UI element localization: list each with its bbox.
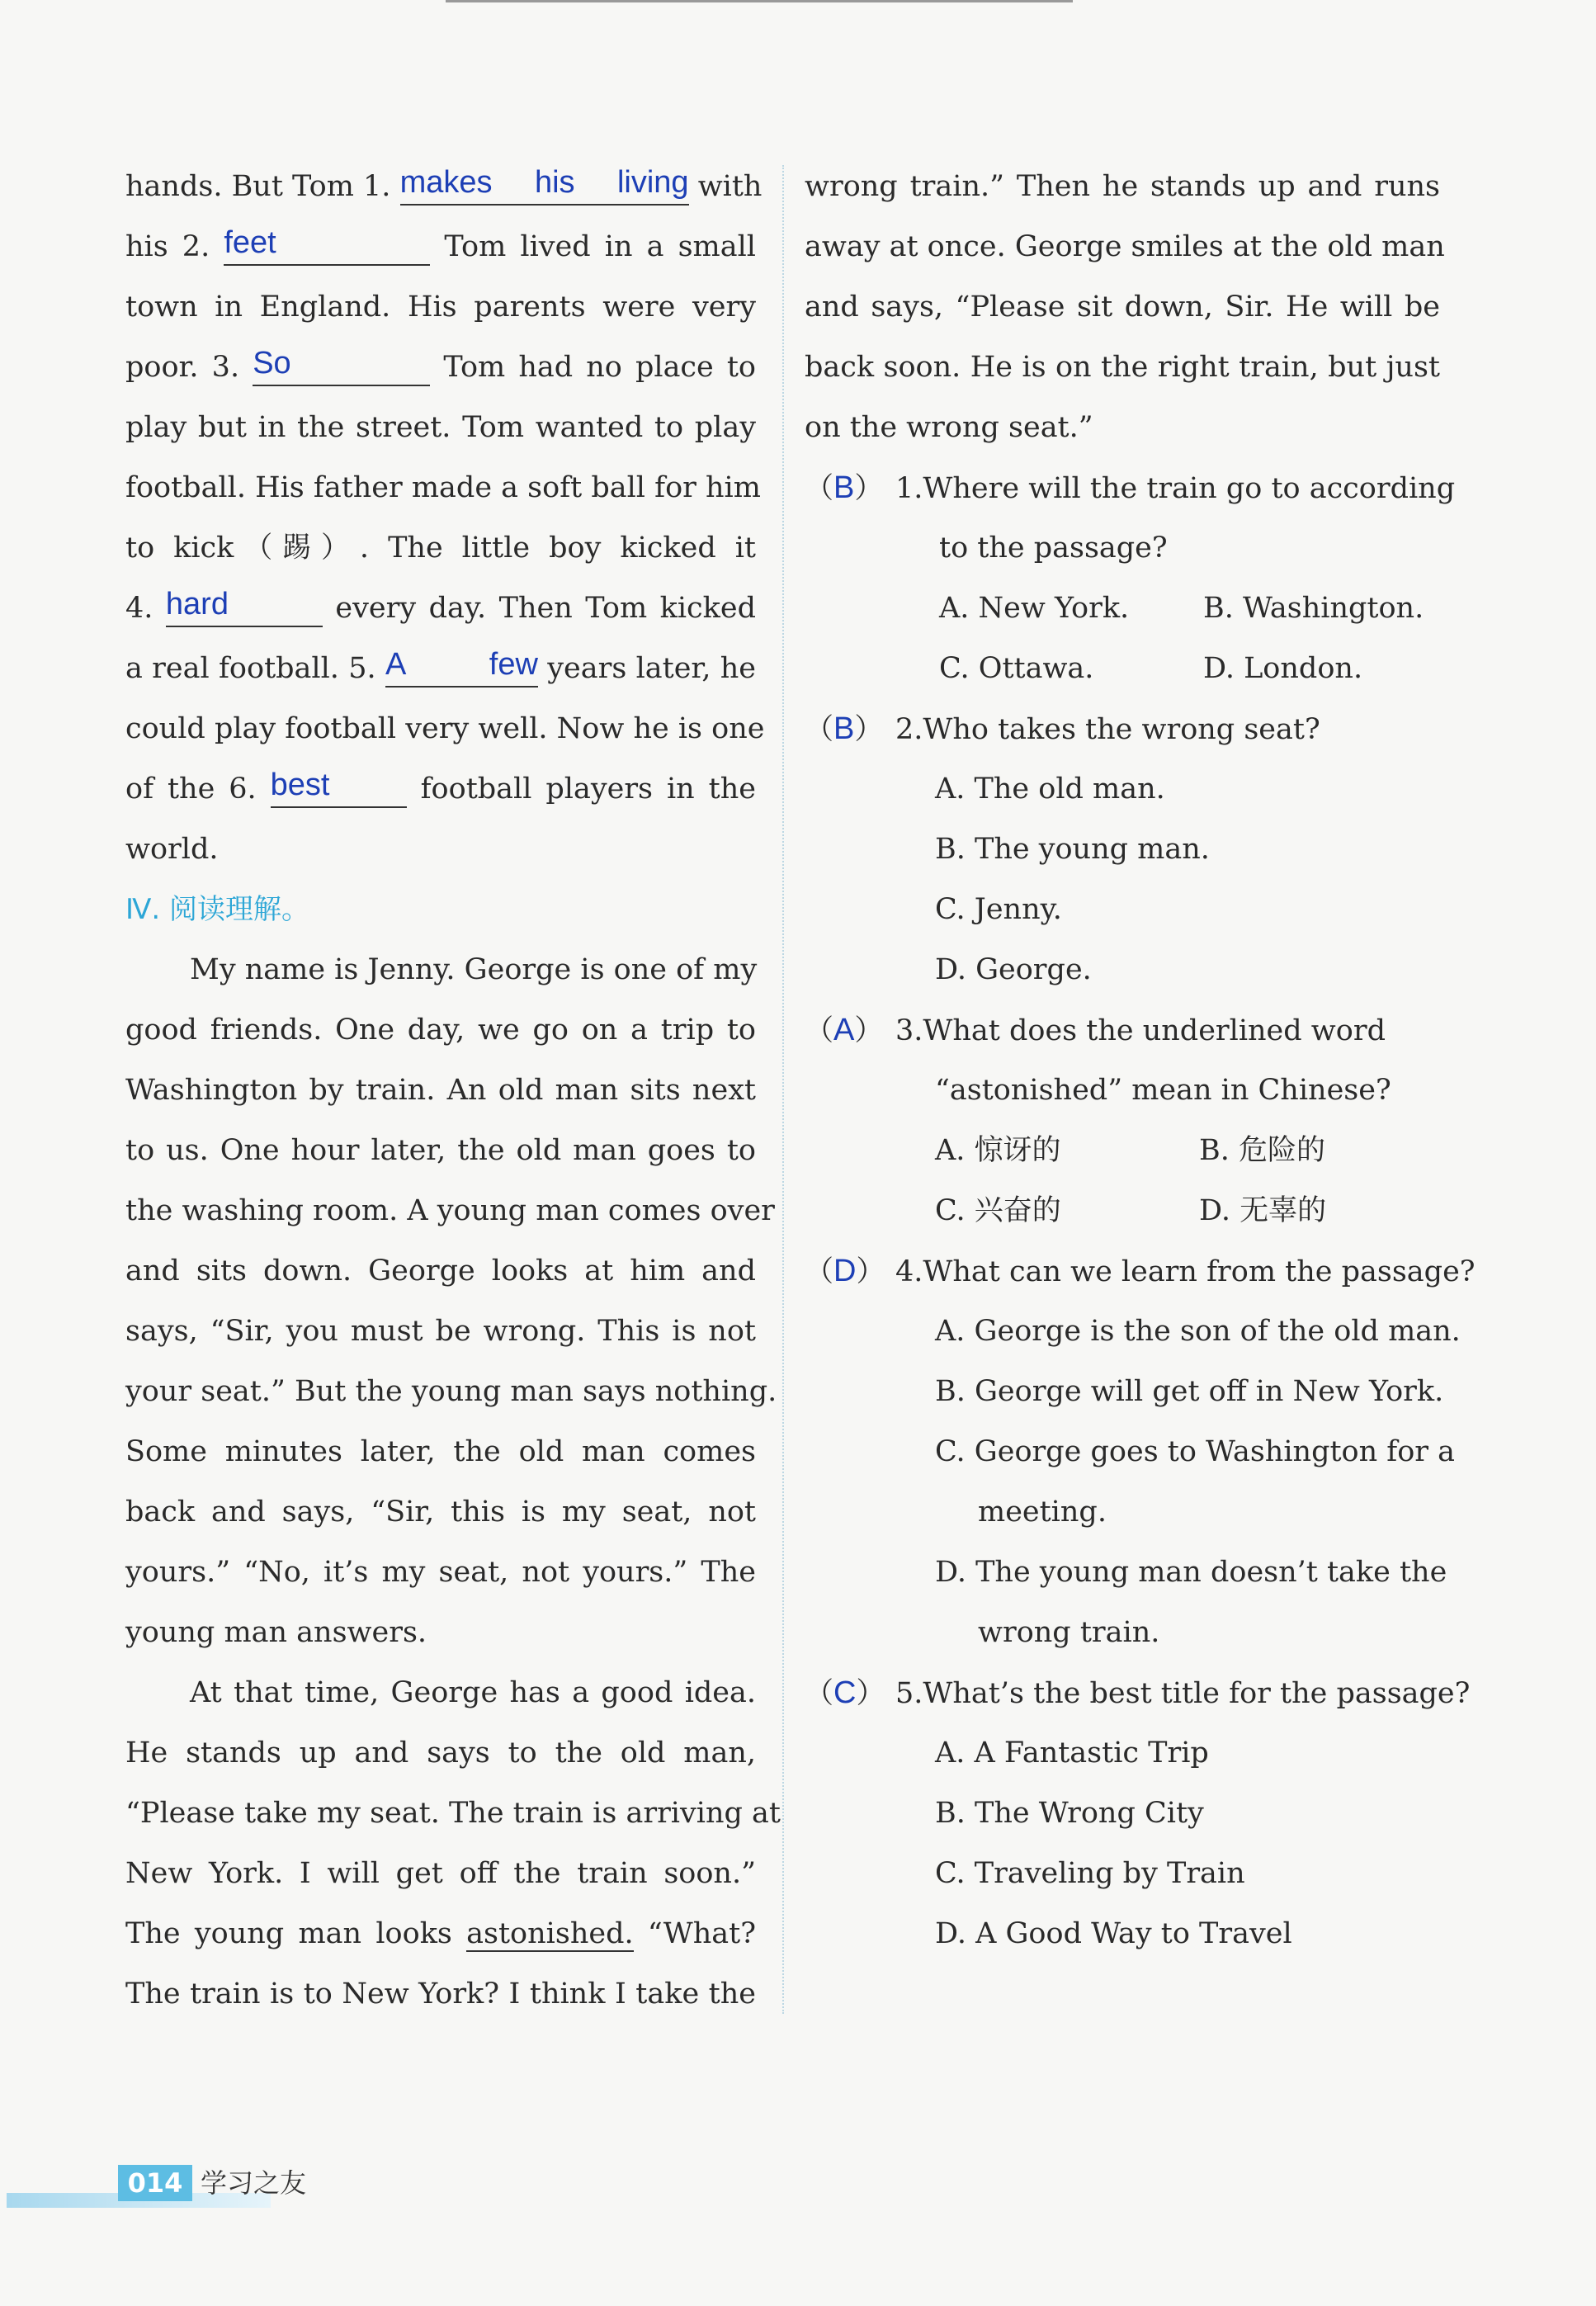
option-c[interactable]: C. 兴奋的 <box>935 1194 1061 1227</box>
question-2: （B） 2.Who takes the wrong seat? <box>805 699 1440 759</box>
left-column <box>125 157 781 2025</box>
option-d[interactable]: D. The young man doesn’t take the <box>935 1556 1447 1589</box>
option-b[interactable]: B. 危险的 <box>1199 1134 1325 1167</box>
passage-line: Some minutes later, the old man comes <box>125 1435 756 1468</box>
cloze-line-9: a real football. 5. A few years later, he <box>125 639 756 699</box>
cloze-line-1: hands. But Tom 1. makes his living with <box>125 157 756 217</box>
option-b[interactable]: B. George will get off in New York. <box>935 1375 1444 1408</box>
option-c[interactable]: C. Jenny. <box>935 893 1062 926</box>
passage-line: The train is to New York? I think I take the <box>125 1978 756 2011</box>
passage-line: young man answers. <box>125 1616 427 1649</box>
cloze-line-5: play but in the street. Tom wanted to play <box>125 411 756 444</box>
option-a[interactable]: A. 惊讶的 <box>935 1134 1061 1167</box>
question-1-options <box>805 639 1440 699</box>
blank-2[interactable]: feet <box>224 228 430 266</box>
option-a[interactable]: A. The old man. <box>935 773 1165 806</box>
option-c-cont: meeting. <box>978 1496 1107 1529</box>
blank-4[interactable]: hard <box>166 589 323 627</box>
cloze-line-2: his 2. feet Tom lived in a small <box>125 217 756 277</box>
book-title: 学习之友 <box>201 2167 307 2199</box>
passage-line: At that time, George has a good idea. <box>190 1676 756 1709</box>
right-column <box>805 157 1476 1964</box>
cloze-line-12: world. <box>125 833 219 866</box>
passage-line: says, “Sir, you must be wrong. This is not <box>125 1315 756 1348</box>
blank-5[interactable]: A few <box>385 650 538 688</box>
passage-line: New York. I will get off the train soon.” <box>125 1857 756 1890</box>
question-1-options <box>805 579 1440 639</box>
cloze-line-3: town in England. His parents were very <box>125 291 756 324</box>
passage-line: your seat.” But the young man says nothing. <box>125 1375 777 1408</box>
passage-line: yours.” “No, it’s my seat, not yours.” The <box>125 1556 756 1589</box>
option-d[interactable]: D. London. <box>1203 652 1363 685</box>
answer-slot-1[interactable]: （B） <box>805 470 884 505</box>
passage-line: away at once. George smiles at the old man <box>805 230 1445 263</box>
blank-6[interactable]: best <box>271 770 407 808</box>
page-footer <box>7 2158 353 2216</box>
option-b[interactable]: B. The young man. <box>935 833 1210 866</box>
question-3-cont: “astonished” mean in Chinese? <box>935 1074 1391 1107</box>
passage-line: The young man looks astonished. “What? <box>125 1917 756 1950</box>
option-d-cont: wrong train. <box>978 1616 1160 1649</box>
passage-line: wrong train.” Then he stands up and runs <box>805 170 1440 203</box>
option-c[interactable]: C. Ottawa. <box>939 652 1094 685</box>
option-a[interactable]: A. A Fantastic Trip <box>935 1737 1209 1770</box>
option-c[interactable]: C. Traveling by Train <box>935 1857 1245 1890</box>
question-4: （D） 4.What can we learn from the passage? <box>805 1241 1440 1302</box>
option-a[interactable]: A. New York. <box>939 592 1130 625</box>
option-b[interactable]: B. The Wrong City <box>935 1797 1204 1830</box>
option-d[interactable]: D. 无辜的 <box>1199 1194 1327 1227</box>
passage-line: “Please take my seat. The train is arriving at <box>125 1797 781 1830</box>
passage-line: on the wrong seat.” <box>805 411 1093 444</box>
option-c[interactable]: C. George goes to Washington for a <box>935 1435 1456 1468</box>
blank-3[interactable]: So <box>253 348 430 386</box>
column-divider <box>782 165 784 2014</box>
passage-line: the washing room. A young man comes over <box>125 1194 775 1227</box>
cloze-line-10: could play football very well. Now he is one <box>125 712 765 745</box>
question-3-options <box>805 1181 1440 1241</box>
answer-slot-5[interactable]: （C） <box>805 1675 885 1710</box>
option-a[interactable]: A. George is the son of the old man. <box>935 1315 1461 1348</box>
question-1: （B） 1.Where will the train go to according <box>805 458 1440 518</box>
option-d[interactable]: D. A Good Way to Travel <box>935 1917 1292 1950</box>
passage-line: My name is Jenny. George is one of my <box>190 953 758 986</box>
page-number: 014 <box>118 2165 192 2201</box>
passage-line: and sits down. George looks at him and <box>125 1255 756 1288</box>
answer-slot-4[interactable]: （D） <box>805 1254 885 1288</box>
cloze-line-6: football. His father made a soft ball for him <box>125 471 761 504</box>
answer-slot-2[interactable]: （B） <box>805 711 884 746</box>
passage-line: good friends. One day, we go on a trip to <box>125 1014 756 1047</box>
option-d[interactable]: D. George. <box>935 953 1092 986</box>
question-3-options <box>805 1121 1440 1181</box>
option-b[interactable]: B. Washington. <box>1203 592 1424 625</box>
question-5: （C） 5.What’s the best title for the passage? <box>805 1663 1440 1723</box>
passage-line: Washington by train. An old man sits next <box>125 1074 756 1107</box>
question-3: （A） 3.What does the underlined word <box>805 1000 1440 1061</box>
blank-1[interactable]: makes his living <box>400 168 689 206</box>
passage-line: He stands up and says to the old man, <box>125 1737 756 1770</box>
passage-line: back and says, “Sir, this is my seat, not <box>125 1496 756 1529</box>
passage-line: to us. One hour later, the old man goes to <box>125 1134 756 1167</box>
cloze-line-7: to kick（踢）. The little boy kicked it <box>125 532 756 565</box>
question-1-cont: to the passage? <box>939 532 1168 565</box>
cloze-line-4: poor. 3. So Tom had no place to <box>125 338 756 398</box>
top-rule <box>446 0 1073 2</box>
passage-line: and says, “Please sit down, Sir. He will be <box>805 291 1440 324</box>
cloze-line-8: 4. hard every day. Then Tom kicked <box>125 579 756 639</box>
underlined-word-astonished: astonished. <box>466 1917 634 1950</box>
section-heading-reading: Ⅳ. 阅读理解。 <box>125 893 309 926</box>
passage-line: back soon. He is on the right train, but just <box>805 351 1440 384</box>
cloze-line-11: of the 6. best football players in the <box>125 759 756 820</box>
answer-slot-3[interactable]: （A） <box>805 1013 884 1047</box>
